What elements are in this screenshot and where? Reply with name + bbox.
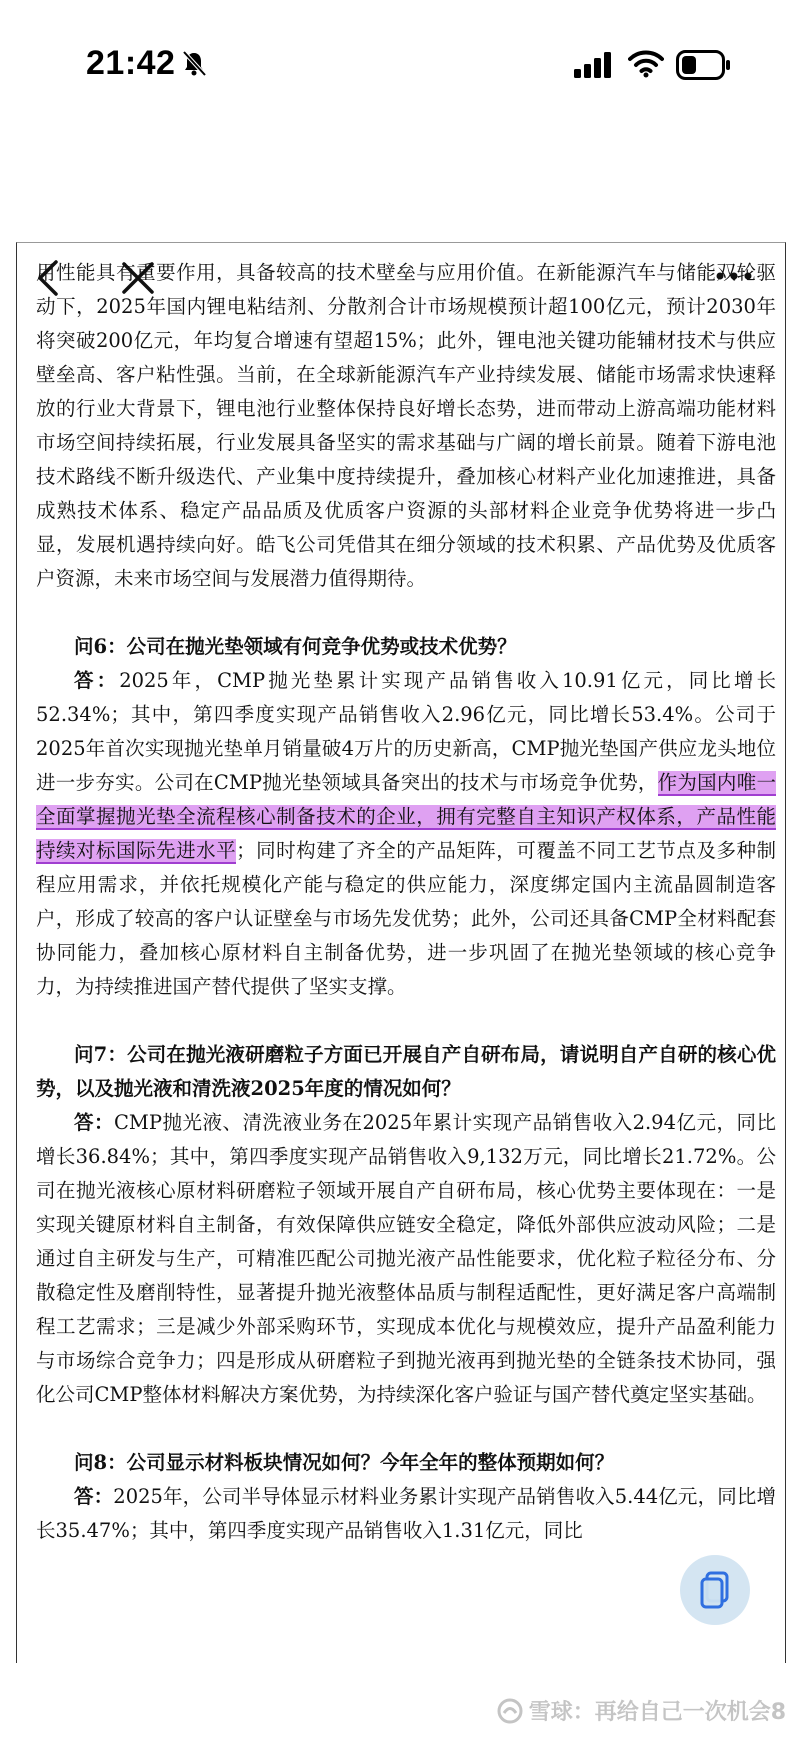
battery-icon (676, 50, 732, 80)
paragraph-intro: 用性能具有重要作用，具备较高的技术壁垒与应用价值。在新能源汽车与储能双轮驱动下，2025年国内锂电粘结剂、分散剂合计市场规模预计超100亿元，预计2030年将突破200亿元，年均复合增速有望超15%；此外，锂电池关键功能辅材技术与供应壁垒高、客户粘性强。当前，在全球新能源汽车产业持续发展、储能市场需求快速释放的行业大背景下，锂电池行业整体保持良好增长态势，进而带动上游高端功能材料市场空间持续拓展，行业发展具备坚实的需求基础与广阔的增长前景。随着下游电池技术路线不断升级迭代、产业集中度持续提升，叠加核心材料产业化加速推进，具备成熟技术体系、稳定产品品质及优质客户资源的头部材料企业竞争优势将进一步凸显，发展机遇持续向好。皓飞公司凭借其在细分领域的技术积累、产品优势及优质客户资源，未来市场空间与发展潜力值得期待。 (36, 261, 776, 590)
bell-muted-icon (180, 49, 208, 77)
answer-6-highlight: 作为国内唯一全面掌握抛光垫全流程核心制备技术的企业，拥有完整自主知识产权体系，产品性能持续对标国际先进水平 (36, 771, 776, 862)
signal-icon (574, 52, 614, 78)
wifi-icon (628, 48, 664, 78)
answer-6-text-1: 2025年，CMP抛光垫累计实现产品销售收入10.91亿元，同比增长52.34%；其中，第四季度实现产品销售收入2.96亿元，同比增长53.4%。公司于2025年首次实现抛光垫单月销量破4万片的历史新高，CMP抛光垫国产供应龙头地位进一步夯实。公司在CMP抛光垫领域具备突出的技术与市场竞争优势， (36, 669, 776, 794)
document-body (36, 256, 776, 1548)
answer-7 (36, 1106, 776, 1412)
status-time: 21:42 (86, 44, 176, 82)
answer-6-text-2: ；同时构建了齐全的产品矩阵，可覆盖不同工艺节点及多种制程应用需求，并依托规模化产能与稳定的供应能力，深度绑定国内主流晶圆制造客户，形成了较高的客户认证壁垒与市场先发优势；此外，公司还具备CMP全材料配套协同能力，叠加核心原材料自主制备优势，进一步巩固了在抛光垫领域的核心竞争力，为持续推进国产替代提供了坚实支撑。 (36, 839, 776, 998)
watermark-text: 雪球：再给自己一次机会8 (528, 1700, 786, 1725)
answer-8 (36, 1480, 776, 1548)
answer-6 (36, 664, 776, 1004)
nav-bar (0, 120, 800, 240)
question-8: 问8：公司显示材料板块情况如何？今年全年的整体预期如何？ (74, 1451, 615, 1474)
question-7: 问7：公司在抛光液研磨粒子方面已开展自产自研布局，请说明自产自研的核心优势，以及抛光液和清洗液2025年度的情况如何？ (36, 1043, 776, 1100)
question-6: 问6：公司在抛光垫领域有何竞争优势或技术优势？ (74, 635, 517, 658)
watermark (497, 1695, 786, 1726)
status-bar (0, 0, 800, 120)
answer-8-text: 2025年，公司半导体显示材料业务累计实现产品销售收入5.44亿元，同比增长35.47%；其中，第四季度实现产品销售收入1.31亿元，同比 (36, 1485, 776, 1542)
copy-icon (698, 1570, 732, 1610)
copy-button[interactable] (680, 1555, 750, 1625)
answer-label: 答： (74, 1111, 114, 1134)
answer-label: 答： (74, 1485, 114, 1508)
snowball-logo-icon (497, 1698, 523, 1724)
answer-7-text: CMP抛光液、清洗液业务在2025年累计实现产品销售收入2.94亿元，同比增长36.84%；其中，第四季度实现产品销售收入9,132万元，同比增长21.72%。公司在抛光液核心原材料研磨粒子领域开展自产自研布局，核心优势主要体现在：一是实现关键原材料自主制备，有效保障供应链安全稳定，降低外部供应波动风险；二是通过自主研发与生产，可精准匹配公司抛光液产品性能要求，优化粒子粒径分布、分散稳定性及磨削特性，显著提升抛光液整体品质与制程适配性，更好满足客户高端制程工艺需求；三是减少外部采购环节，实现成本优化与规模效应，提升产品盈利能力与市场综合竞争力；四是形成从研磨粒子到抛光液再到抛光垫的全链条技术协同，强化公司CMP整体材料解决方案优势，为持续深化客户验证与国产替代奠定坚实基础。 (36, 1111, 776, 1406)
answer-label: 答： (74, 669, 120, 692)
